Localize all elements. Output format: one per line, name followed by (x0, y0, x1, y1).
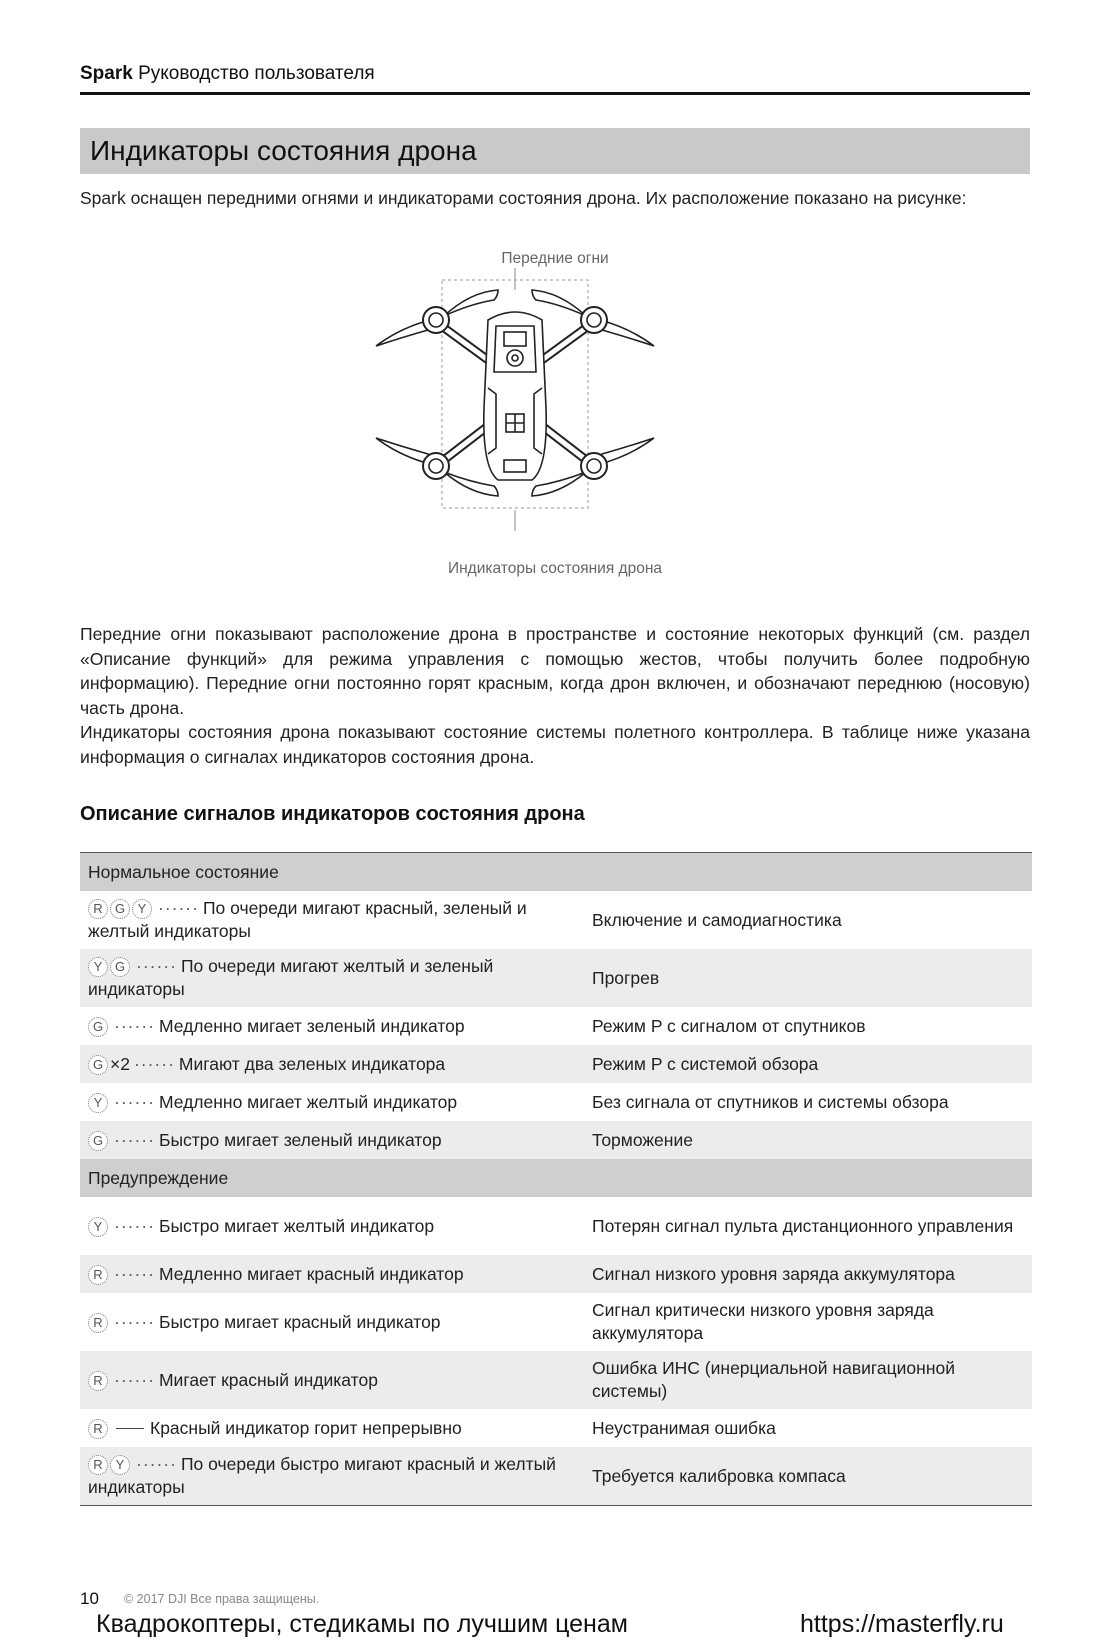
led-icon: R (88, 1419, 108, 1439)
signal-cell (80, 1129, 592, 1152)
meaning-cell: Ошибка ИНС (инерциальной навигационной системы) (592, 1358, 955, 1401)
signal-cell (80, 955, 592, 1001)
signal-description: Медленно мигает зеленый индикатор (158, 1015, 465, 1036)
signal-cell (80, 1053, 592, 1076)
signal-description: Мигает красный индикатор (158, 1369, 378, 1390)
signal-description: Быстро мигает зеленый индикатор (158, 1129, 442, 1150)
led-icon: G (88, 1055, 108, 1075)
meaning-cell: Прогрев (592, 967, 660, 988)
paragraph: Индикаторы состояния дрона показывают состояние системы полетного контроллера. В таблице ниже указана информация о сигналах индикаторов состояния дрона. (80, 722, 1030, 767)
signal-description: По очереди мигают красный, зеленый и желтый индикаторы (88, 898, 527, 941)
blink-pattern-icon: ······ (114, 1215, 155, 1236)
signal-cell (80, 897, 592, 943)
table-row (80, 1255, 1032, 1293)
signal-description: Быстро мигает желтый индикатор (158, 1215, 435, 1236)
page-number: 10 (80, 1589, 99, 1608)
led-icon: R (88, 1265, 108, 1285)
table-row (80, 1197, 1032, 1255)
meaning-cell: Сигнал низкого уровня заряда аккумулятора (592, 1263, 955, 1284)
signal-description: Мигают два зеленых индикатора (178, 1053, 446, 1074)
header-divider (80, 92, 1030, 95)
led-icon: R (88, 1455, 108, 1475)
header-title: Руководство пользователя (138, 63, 375, 84)
table-row (80, 1121, 1032, 1159)
signal-description: Красный индикатор горит непрерывно (150, 1417, 462, 1438)
drone-diagram (370, 268, 740, 558)
signal-description: По очереди мигают желтый и зеленый индикаторы (88, 956, 494, 999)
table-row (80, 1409, 1032, 1447)
led-multiplier: ×2 (110, 1053, 130, 1074)
table-row (80, 1351, 1032, 1409)
meaning-cell: Сигнал критически низкого уровня заряда аккумулятора (592, 1300, 934, 1343)
section-banner (80, 128, 1030, 174)
led-icon: Y (110, 1455, 130, 1475)
signal-cell (80, 1453, 592, 1499)
section-name: Нормальное состояние (88, 861, 279, 882)
footer-url[interactable]: https://masterfly.ru (800, 1610, 1004, 1638)
blink-pattern-icon: ······ (114, 1263, 155, 1284)
page-header (80, 63, 1030, 85)
table-row (80, 1293, 1032, 1351)
signal-cell (80, 1263, 592, 1286)
meaning-cell: Режим P с системой обзора (592, 1053, 819, 1074)
blink-pattern-icon: ······ (136, 1454, 177, 1474)
meaning-cell: Режим P с сигналом от спутников (592, 1015, 866, 1036)
led-icon: G (88, 1131, 108, 1151)
signal-description: Медленно мигает желтый индикатор (158, 1091, 458, 1112)
led-icon: Y (132, 899, 152, 919)
signal-cell (80, 1215, 592, 1238)
blink-pattern-icon: ······ (114, 1369, 155, 1390)
led-icon: G (88, 1017, 108, 1037)
meaning-cell: Торможение (592, 1129, 693, 1150)
solid-pattern-icon (116, 1428, 144, 1429)
table-row (80, 1007, 1032, 1045)
blink-pattern-icon: ······ (114, 1129, 155, 1150)
led-icon: R (88, 1371, 108, 1391)
header-brand: Spark (80, 63, 133, 84)
led-icon: R (88, 1313, 108, 1333)
figure-label-front-lights: Передние огни (501, 250, 609, 267)
table-section-header (80, 853, 1032, 891)
signal-description: По очереди быстро мигают красный и желтый индикаторы (88, 1454, 556, 1497)
led-icon: Y (88, 1093, 108, 1113)
table-row (80, 891, 1032, 949)
meaning-cell: Включение и самодиагностика (592, 909, 842, 930)
led-icon: G (110, 899, 130, 919)
signal-cell (80, 1311, 592, 1334)
table-row (80, 1083, 1032, 1121)
section-name: Предупреждение (88, 1167, 229, 1188)
paragraph: Передние огни показывают расположение дрона в пространстве и состояние некоторых функций (см. раздел «Описание функций» для режима управления с помощью жестов, чтобы получить более подробную информацию). Передние огни постоянно горят красным, когда дрон включен, и обозначают переднюю (носовую) часть дрона. (80, 624, 1030, 718)
signal-description: Медленно мигает красный индикатор (158, 1263, 464, 1284)
led-icon: Y (88, 1217, 108, 1237)
intro-text: Spark оснащен передними огнями и индикаторами состояния дрона. Их расположение показано на рисунке: (80, 188, 967, 208)
signal-cell (80, 1369, 592, 1392)
blink-pattern-icon: ······ (136, 956, 177, 976)
led-icon: R (88, 899, 108, 919)
meaning-cell: Неустранимая ошибка (592, 1417, 776, 1438)
section-title: Индикаторы состояния дрона (90, 135, 477, 166)
copyright: © 2017 DJI Все права защищены. (124, 1592, 320, 1606)
meaning-cell: Требуется калибровка компаса (592, 1465, 846, 1486)
figure-label-status-indicators: Индикаторы состояния дрона (447, 560, 663, 577)
signal-cell (80, 1091, 592, 1114)
meaning-cell: Потерян сигнал пульта дистанционного управления (592, 1215, 1014, 1236)
table-section-header (80, 1159, 1032, 1197)
blink-pattern-icon: ······ (114, 1015, 155, 1036)
blink-pattern-icon: ······ (158, 898, 199, 918)
blink-pattern-icon: ······ (133, 1053, 175, 1074)
signal-cell (80, 1015, 592, 1038)
led-icon: Y (88, 957, 108, 977)
signal-table (80, 852, 1032, 1506)
body-text (80, 622, 1030, 769)
blink-pattern-icon: ······ (114, 1311, 155, 1332)
table-row (80, 949, 1032, 1007)
signal-cell (80, 1417, 592, 1440)
footer-ad: Квадрокоптеры, стедикамы по лучшим ценам (96, 1610, 628, 1638)
meaning-cell: Без сигнала от спутников и системы обзора (592, 1091, 949, 1112)
table-row (80, 1447, 1032, 1505)
blink-pattern-icon: ······ (114, 1091, 155, 1112)
signal-description: Быстро мигает красный индикатор (158, 1311, 441, 1332)
table-row (80, 1045, 1032, 1083)
table-title: Описание сигналов индикаторов состояния дрона (80, 803, 585, 825)
led-icon: G (110, 957, 130, 977)
